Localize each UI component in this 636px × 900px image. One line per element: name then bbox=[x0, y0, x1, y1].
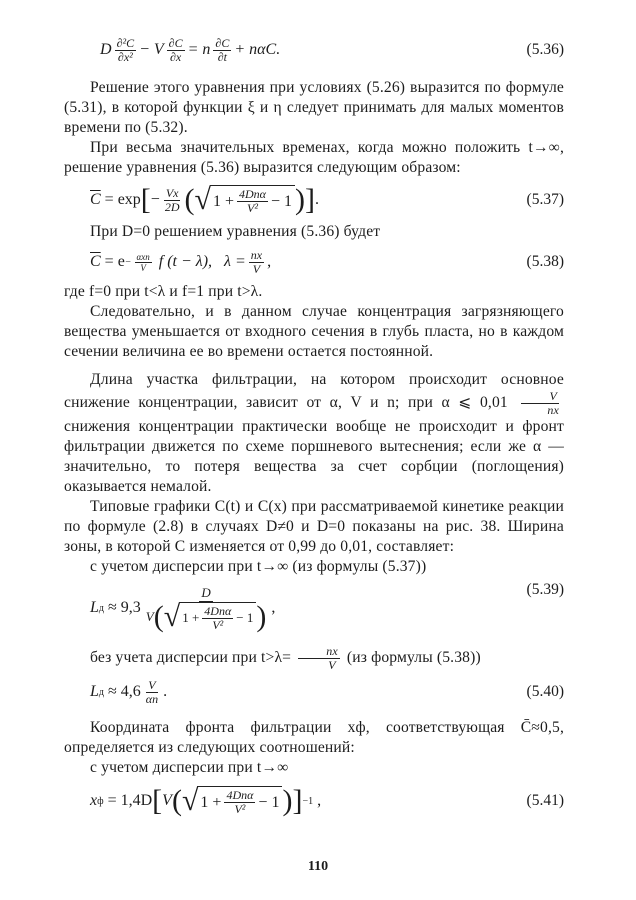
eq-term: , bbox=[271, 599, 276, 616]
eq-term: V bbox=[162, 792, 172, 809]
equation-5-36 bbox=[64, 30, 564, 70]
denominator: V² bbox=[234, 802, 246, 816]
bracket-open: [ bbox=[140, 183, 151, 216]
denominator: ∂t bbox=[217, 49, 227, 64]
eq-term: . bbox=[315, 191, 319, 208]
denominator: V bbox=[140, 262, 146, 273]
equation-number: (5.37) bbox=[526, 191, 564, 208]
denominator: ∂x² bbox=[117, 49, 133, 64]
numerator: V bbox=[521, 390, 558, 404]
denominator: αn bbox=[145, 691, 159, 706]
fraction bbox=[144, 679, 160, 706]
equation-number: (5.40) bbox=[526, 683, 564, 700]
subscript: д bbox=[98, 602, 104, 614]
fraction bbox=[144, 585, 269, 632]
eq-term: D bbox=[100, 41, 112, 58]
numerator: 4Dnα bbox=[239, 187, 266, 201]
subscript: д bbox=[98, 686, 104, 698]
equation-5-37: $\overline{C}$ = exp [ − $\frac{Vx}{2D}$ ( √ 1 + $\frac{\text{4Dnα}}{\text{V²}}$ − 1 ) ] . (5.37) bbox=[90, 183, 564, 216]
equation-5-38 bbox=[64, 242, 564, 282]
paragraph: где f=0 при t<λ и f=1 при t>λ. bbox=[64, 283, 263, 300]
book-page bbox=[64, 0, 564, 824]
eq-term: = e bbox=[104, 253, 125, 270]
eq-term: = n bbox=[187, 41, 211, 58]
paragraph: с учетом дисперсии при t→∞ bbox=[90, 759, 289, 776]
equation-number: (5.36) bbox=[526, 41, 564, 58]
denominator: V² bbox=[212, 617, 224, 632]
eq-term: = exp bbox=[104, 191, 141, 208]
paragraph: Решение этого уравнения при условиях (5.26) выразится по формуле (5.31), в которой функции ξ и η следует принимать для малых моментов времени по (5.32). bbox=[64, 79, 564, 136]
paragraph-text: без учета дисперсии при t>λ= bbox=[90, 649, 292, 667]
eq-term: L bbox=[90, 599, 99, 616]
paren-close: ) bbox=[295, 183, 305, 216]
numerator: D bbox=[201, 584, 211, 600]
numerator: ∂²C bbox=[116, 35, 135, 50]
eq-term: 1 + bbox=[182, 610, 200, 625]
denominator: V ( √ 1 + $\frac{\text{4Dnα}}{\text{V²}}$ − 1 ) bbox=[145, 599, 267, 633]
denominator: ∂x bbox=[170, 49, 182, 64]
square-root: √ 1 + $\frac{\text{4Dnα}}{\text{V²}}$ − 1 bbox=[182, 786, 283, 816]
eq-term: λ = bbox=[224, 253, 246, 270]
page-number: 110 bbox=[307, 859, 329, 874]
fraction bbox=[237, 188, 268, 215]
denominator: V bbox=[252, 261, 261, 276]
numerator: 4Dnα bbox=[226, 788, 254, 802]
denominator: V bbox=[328, 658, 336, 672]
fraction bbox=[163, 187, 182, 214]
paragraph: При D=0 решением уравнения (5.36) будет bbox=[90, 223, 381, 240]
paragraph: Типовые графики C(t) и C(x) при рассматриваемой кинетике реакции по формуле (2.8) в случаях D≠0 и D=0 показаны на рис. 38. Ширина зоны, в которой C изменяется от 0,99 до 0,01, составляет: bbox=[64, 498, 564, 555]
exponent: − $\frac{\text{αxn}}{V}$ bbox=[124, 251, 150, 273]
denominator: 2D bbox=[164, 199, 180, 214]
eq-term: $\overline{C}$ bbox=[90, 253, 101, 270]
numerator: V bbox=[148, 677, 156, 692]
equation-5-39 bbox=[64, 577, 564, 639]
superscript: −1 bbox=[302, 795, 314, 807]
numerator: αxn bbox=[136, 251, 150, 262]
numerator: nx bbox=[250, 247, 263, 262]
denominator: V² bbox=[247, 201, 258, 215]
eq-term: , bbox=[267, 253, 272, 270]
subscript: ф bbox=[97, 795, 104, 807]
eq-term: x bbox=[90, 792, 98, 809]
denominator: nx bbox=[547, 403, 559, 417]
equation-5-41: x ф = 1,4D [ V ( √ 1 + $\frac{\text{4Dnα}}{\text{V²}}$ − 1 ) ] −1 , (5.41) bbox=[90, 784, 564, 817]
paragraph-text: снижения концентрации практически вообще не происходит и фронт фильтрации движется по схеме поршневого вытеснения; если же α — значительно, то потеря вещества за счет сорбции (поглощения) оказывается немалой. bbox=[64, 418, 564, 495]
equation-number: (5.38) bbox=[526, 253, 564, 270]
numerator: Vx bbox=[165, 185, 179, 200]
eq-term: − 1 bbox=[270, 192, 292, 210]
paragraph: Координата фронта фильтрации xф, соответствующая C̄≈0,5, определяется из следующих соотношений: bbox=[64, 719, 564, 756]
eq-term: = 1,4D bbox=[107, 792, 153, 809]
numerator: 4Dnα bbox=[204, 603, 232, 618]
paragraph: При весьма значительных временах, когда можно положить t→∞, решение уравнения (5.36) выразится следующим образом: bbox=[64, 139, 564, 176]
eq-term: ≈ 4,6 bbox=[108, 683, 141, 700]
fraction bbox=[115, 37, 137, 64]
fraction bbox=[213, 37, 231, 64]
paragraph: с учетом дисперсии при t→∞ (из формулы (5.37)) bbox=[90, 558, 427, 575]
fraction bbox=[249, 249, 264, 276]
paren-open: ( bbox=[184, 183, 195, 216]
square-root: √ 1 + $\frac{\text{4Dnα}}{\text{V²}}$ − 1 bbox=[195, 185, 296, 215]
eq-term: V bbox=[145, 608, 154, 624]
equation-number: (5.41) bbox=[526, 792, 564, 809]
fraction bbox=[519, 390, 561, 417]
eq-term: L bbox=[90, 683, 99, 700]
paragraph-text: Длина участка фильтрации, на котором происходит основное снижение концентрации, зависит от α, V и n; при α ⩽ 0,01 bbox=[64, 371, 564, 412]
numerator: ∂C bbox=[215, 35, 230, 50]
paragraph-text: (из формулы (5.38)) bbox=[346, 649, 481, 667]
eq-term: $\overline{C}$ bbox=[90, 191, 101, 208]
eq-term: ≈ 9,3 bbox=[108, 599, 141, 616]
eq-term: − 1 bbox=[258, 793, 280, 811]
eq-term: . bbox=[163, 683, 168, 700]
fraction bbox=[167, 37, 185, 64]
eq-term: 1 + bbox=[200, 793, 222, 811]
paragraph: Следовательно, и в данном случае концентрация загрязняющего вещества уменьшается от входного сечения в глубь пласта, но в каждом сечении величина ее во времени остается постоянной. bbox=[64, 303, 564, 360]
eq-term: 1 + bbox=[212, 192, 234, 210]
eq-term: , bbox=[317, 792, 322, 809]
numerator: ∂C bbox=[168, 35, 183, 50]
bracket-close: ] bbox=[305, 183, 315, 216]
paragraph bbox=[64, 370, 564, 497]
eq-term: f (t − λ), bbox=[158, 253, 213, 270]
equation-number: (5.39) bbox=[526, 581, 564, 598]
numerator: nx bbox=[298, 645, 340, 659]
equation-5-40 bbox=[64, 672, 564, 712]
eq-term: − 1 bbox=[236, 610, 254, 625]
eq-term: − V bbox=[139, 41, 164, 58]
eq-term: + nαC. bbox=[234, 41, 281, 58]
fraction bbox=[298, 645, 340, 672]
paragraph bbox=[64, 645, 564, 672]
